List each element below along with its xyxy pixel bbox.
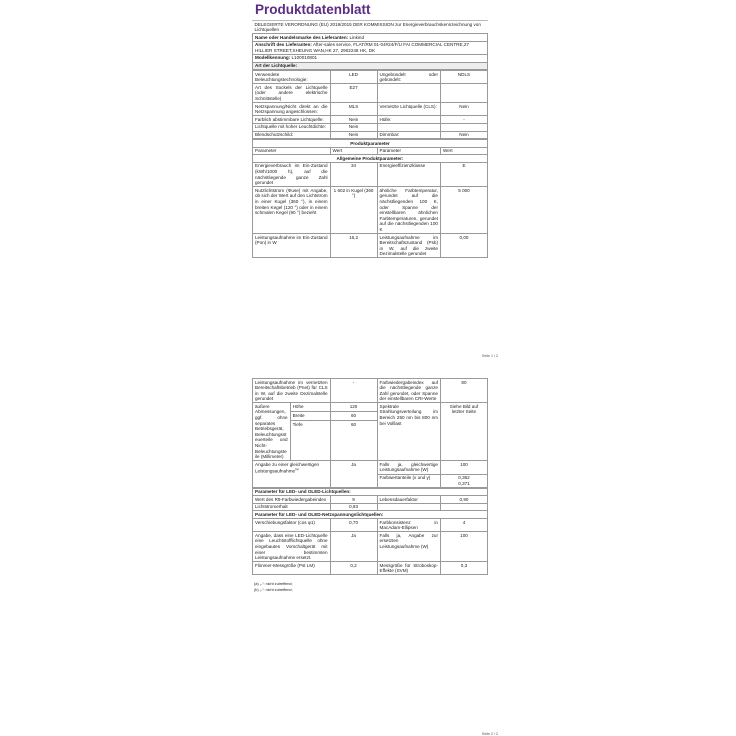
row-label: Lichtquelle mit hoher Leuchtdichte: [253, 123, 331, 131]
row-value: MLS [330, 103, 377, 116]
row-value: 100 [440, 532, 487, 562]
address-value: After-sales service, FLAT/RM 01-04#24/F/U FAI COMMERCIAL CENTRE,27 HILLIER STREET,SHEUNG WAN,HK 27, 2902248 HK, DK [255, 42, 469, 53]
led-rows [253, 496, 488, 511]
type-rows [253, 71, 488, 139]
row-label: Lebensdauerfaktor [377, 496, 440, 504]
row-label: Art des Sockels der Lichtquelle (oder andere elektrische Schnittstelle) [253, 84, 331, 103]
row-value: E [440, 162, 487, 186]
row-value: 0,90 [440, 496, 487, 504]
row-value: NDLS [440, 71, 487, 84]
equiv-label: Angabe zu einer gleichwertigen Leistungsaufnahme$^{(a)}$ [253, 461, 331, 487]
row-label: Wert des R9-Farbwiedergabeindex [253, 496, 331, 504]
table-row [253, 461, 488, 474]
model-value: L100010801 [291, 55, 318, 61]
row-label: Vernetzte Lichtquelle (CLS): [377, 103, 440, 116]
col-header-value: Wert [330, 147, 377, 155]
params-table [252, 139, 488, 258]
table-row [253, 116, 488, 124]
footnote-a: (a) „-“: nicht zutreffend; [254, 582, 293, 587]
row-label: Farblich abstimmbare Lichtquelle: [253, 116, 331, 124]
row-value: E27 [330, 84, 377, 103]
row-label: Hülle: [377, 116, 440, 124]
chroma-label: Farbwertanteile (x und y) [377, 474, 440, 487]
row-label: Dimmbar: [377, 131, 440, 139]
supplier-row [253, 34, 488, 42]
row-value: Nein [330, 123, 377, 131]
row-value: - [440, 116, 487, 124]
row-label: Energieeffizienzklasse [377, 162, 440, 186]
table-row [253, 234, 488, 258]
row-value: 80 [440, 379, 487, 403]
row-value: Nein [330, 131, 377, 139]
chroma-values: 0,362 0,371 [440, 474, 487, 487]
table-row [253, 496, 488, 504]
dimensions-label: äußere Abmessungen, ggf. ohne separates Betriebsgerät, Beleuchtungssteuerteile und Nicht-Beleuchtungsteile (Millimeter) [253, 403, 291, 461]
table-row [253, 562, 488, 575]
page-number: Seite 2 / 2 [481, 732, 498, 736]
general-params-heading: Allgemeine Produktparameter: [253, 155, 488, 163]
row-label: Ungebündelt oder gebündelt: [377, 71, 440, 84]
dim-name: Höhe [290, 403, 330, 412]
row-value [440, 84, 487, 103]
equiv-if-label: Falls ja, gleichwertige Leistungsaufnahme (W) [377, 461, 440, 474]
model-row [253, 54, 488, 62]
col-header-value: Wert [440, 147, 487, 155]
page-title: Produktdatenblatt [255, 2, 371, 17]
row-label: Flimmer-Messgröße (Pst LM) [253, 562, 331, 575]
table-row [253, 532, 488, 562]
row-value: 0,2 [330, 562, 377, 575]
table-row [253, 84, 488, 103]
row-label: Leistungsaufnahme im Bereitschaftszustand (Psb) in W, auf die zweite Dezimalstelle gerundet [377, 234, 440, 258]
row-label: Messgröße für Stroboskop-Effekte (SVM) [377, 562, 440, 575]
row-value [440, 123, 487, 131]
row-value: 4 [440, 519, 487, 532]
row-label: Energieverbrauch im Ein-Zustand (kWh/1000 h), auf die nächstliegende ganze Zahl gerundet [253, 162, 331, 186]
row-value: 5 000 [440, 187, 487, 234]
param-rows [253, 162, 488, 258]
table-row [253, 379, 488, 403]
datasheet-page-2 [252, 378, 498, 736]
page2-table-a [252, 378, 488, 488]
row-label: Nutzlichtstrom (Φuse) mit Angabe, ob sich der Wert auf den Lichtstrom in einer Kugel (360 °), in einem breiten Kegel (120 °) oder in einem schmalen Kegel (90 °) bezieht [253, 187, 331, 234]
dim-value: 60 [330, 421, 377, 461]
dim-value: 120 [330, 403, 377, 412]
spectral-label: Spektrale Strahlungsverteilung im Bereich 250 nm bis 800 nm bei Volllast [377, 403, 440, 461]
params-heading: Produktparameter [253, 140, 488, 148]
row-value: 16,2 [330, 234, 377, 258]
datasheet-page-1 [252, 0, 498, 362]
table-row [253, 187, 488, 234]
row-label: Lichtstromerhalt [253, 503, 331, 511]
row-label: Verwendete Beleuchtungstechnologie: [253, 71, 331, 84]
table-row [253, 162, 488, 186]
row-value: Nein [440, 103, 487, 116]
dim-value: 60 [330, 412, 377, 421]
row-label [377, 503, 440, 511]
equiv-if-value: 100 [440, 461, 487, 474]
table-row [253, 71, 488, 84]
row-value: 0,3 [440, 562, 487, 575]
table-row [253, 123, 488, 131]
regulation-text: DELEGIERTE VERORDNUNG (EU) 2019/2015 DER KOMMISSION zur Energieverbrauchskennzeichnung von Lichtquellen [254, 21, 481, 33]
spectral-value: Siehe Bild auf letzter Seite [440, 403, 487, 461]
supplier-label: Name oder Handelsmarke des Lieferanten: [255, 34, 349, 40]
table-row [253, 403, 488, 412]
row-value: LED [330, 71, 377, 84]
page2-table-b [252, 488, 488, 576]
row-value: Nein [330, 116, 377, 124]
row-value: Nein [440, 131, 487, 139]
supplier-value: Linkind [349, 34, 365, 40]
row-value: 0,93 [330, 503, 377, 511]
mains-rows [253, 519, 488, 575]
row-value: 34 [330, 162, 377, 186]
supplier-table [252, 21, 488, 70]
row-value: 1 602 in Kugel (360 °) [330, 187, 377, 234]
address-row [253, 41, 488, 54]
mains-params-heading: Parameter für LED- und OLED-Netzspannungslichtquellen: [253, 511, 488, 519]
row-value: 0,00 [440, 234, 487, 258]
row-label [377, 123, 440, 131]
row-value: - [330, 379, 377, 403]
page-number: Seite 1 / 2 [481, 354, 498, 358]
row-label: Farbkonsistenz in MacAdam-Ellipsen [377, 519, 440, 532]
type-table [252, 70, 488, 139]
col-header-param: Parameter [253, 147, 331, 155]
row-label: Leistungsaufnahme im vernetzten Bereitschaftsbetrieb (Pnet) für CLS in W, auf die zweite Dezimalstelle gerundet [253, 379, 331, 403]
row-value: Ja [330, 532, 377, 562]
row-label: Falls ja, Angabe zur ersetzten Leistungsaufnahme (W) [377, 532, 440, 562]
row-label: Angabe, dass eine LED-Lichtquelle eine Leuchtstofflichtquelle ohne eingebautes Vorschaltgerät mit einer bestimmten Leistungsaufnahme ersetzt. [253, 532, 331, 562]
row-label [377, 84, 440, 103]
type-heading: Art der Lichtquelle: [253, 62, 488, 70]
address-label: Anschrift des Lieferanten: [255, 42, 312, 48]
table-row [253, 131, 488, 139]
row-value [440, 503, 487, 511]
footnotes [254, 581, 488, 593]
row-label: Verschiebungsfaktor (cos φ1) [253, 519, 331, 532]
row-label: Blendschutzschild: [253, 131, 331, 139]
led-params-heading: Parameter für LED- und OLED-Lichtquellen: [253, 488, 488, 496]
row-value: 0,70 [330, 519, 377, 532]
col-header-param: Parameter [377, 147, 440, 155]
table-row [253, 503, 488, 511]
dim-name: Breite [290, 412, 330, 421]
row-label: ähnliche Farbtemperatur, gerundet auf die nächstliegenden 100 K, oder Spanne der einstellbaren ähnlichen Farbtemperaturen, gerundet auf die nächstliegenden 100 K [377, 187, 440, 234]
model-label: Modellkennung: [255, 55, 291, 61]
table-row [253, 103, 488, 116]
row-label: Netzspannung/Nicht direkt an die Netzspannung angeschlossen: [253, 103, 331, 116]
row-label: Leistungsaufnahme im Ein-Zustand (Pon) in W [253, 234, 331, 258]
table-row [253, 519, 488, 532]
row-label: Farbwiedergabeindex auf die nächstliegende ganze Zahl gerundet, oder Spanne der einstellbaren CRI-Werte [377, 379, 440, 403]
dim-name: Tiefe [290, 421, 330, 461]
equiv-value: Ja [330, 461, 377, 487]
footnote-b: (b) „-“: nicht zutreffend; [254, 588, 293, 593]
row-value: 9 [330, 496, 377, 504]
